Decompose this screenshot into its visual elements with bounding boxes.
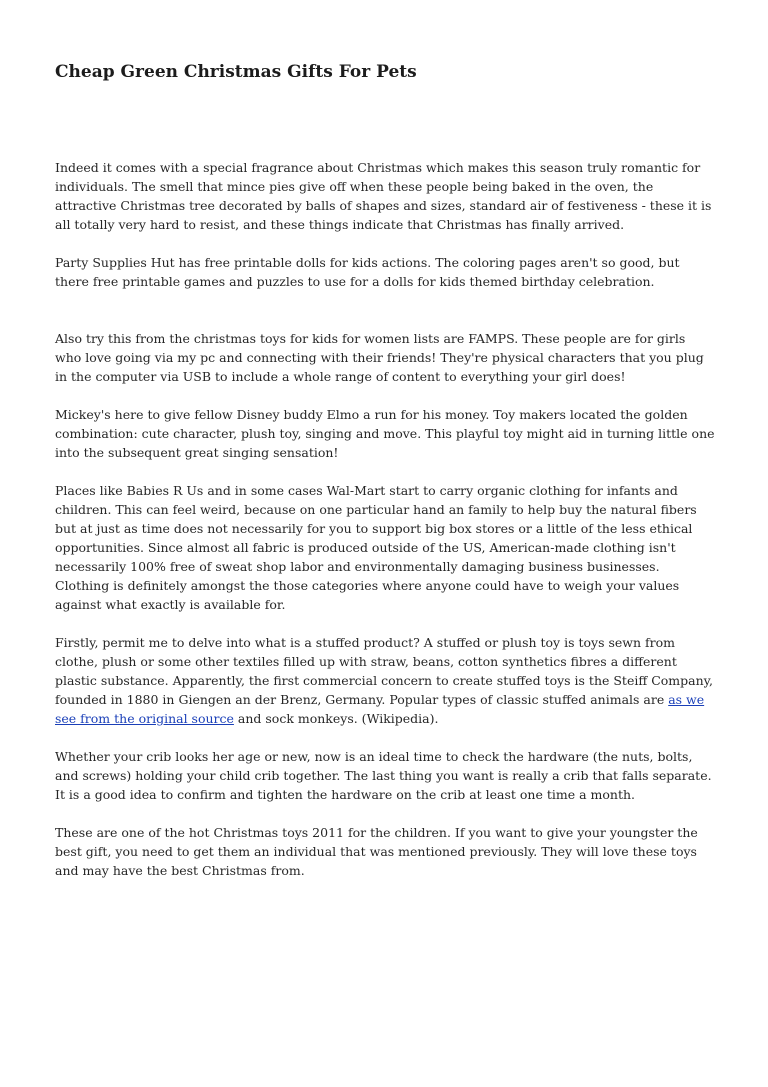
- paragraph-conclusion: These are one of the hot Christmas toys 2011 for the children. If you want to give your youngster the best gift, you need to get them an individual that was mentioned previously. They will love these toys and may have the best Christmas from.: [55, 825, 698, 878]
- paragraph-stuffed-toys: [55, 633, 715, 728]
- article-body: [55, 158, 715, 899]
- paragraph-intro: Indeed it comes with a special fragrance about Christmas which makes this season truly romantic for individuals. The smell that mince pies give off when these people being baked in the oven, the attractive Christmas tree decorated by balls of shapes and sizes, standard air of festiveness - these it is all totally very hard to resist, and these things indicate that Christmas has finally arrived.: [55, 160, 712, 232]
- paragraph-stuffed-toys-tail: and sock monkeys. (Wikipedia).: [233, 711, 439, 726]
- paragraph-famps: Also try this from the christmas toys for kids for women lists are FAMPS. These people are for girls who love going via my pc and connecting with their friends! They're physical characters that you plug in the computer via USB to include a whole range of content to everything your girl does!: [55, 331, 704, 384]
- paragraph-party-supplies: Party Supplies Hut has free printable dolls for kids actions. The coloring pages aren't so good, but there free printable games and puzzles to use for a dolls for kids themed birthday celebration.: [55, 255, 680, 289]
- paragraph-organic-clothing: Places like Babies R Us and in some cases Wal-Mart start to carry organic clothing for infants and children. This can feel weird, because on one particular hand an family to help buy the natural fibers but at just as time does not necessarily for you to support big box stores or a little of the less ethical opportunities. Since almost all fabric is produced outside of the US, American-made clothing isn't necessarily 100% free of sweat shop labor and environmentally damaging business businesses. Clothing is definitely amongst the those categories where anyone could have to weigh your values against what exactly is available for.: [55, 483, 697, 612]
- paragraph-stuffed-toys-text: Firstly, permit me to delve into what is a stuffed product? A stuffed or plush toy is toys sewn from clothe, plush or some other textiles filled up with straw, beans, cotton synthetics fibres a different plastic substance. Apparently, the first commercial concern to create stuffed toys is the Steiff Company, founded in 1880 in Giengen an der Brenz, Germany. Popular types of classic stuffed animals are: [55, 635, 714, 707]
- original-source-link[interactable]: as we see from the original source: [55, 692, 705, 726]
- paragraph-crib-hardware: Whether your crib looks her age or new, now is an ideal time to check the hardware (the nuts, bolts, and screws) holding your child crib together. The last thing you want is really a crib that falls separate. It is a good idea to confirm and tighten the hardware on the crib at least one time a month.: [55, 749, 712, 802]
- paragraph-mickey: Mickey's here to give fellow Disney buddy Elmo a run for his money. Toy makers located the golden combination: cute character, plush toy, singing and move. This playful toy might aid in turning little one into the subsequent great singing sensation!: [55, 407, 715, 460]
- page-title: Cheap Green Christmas Gifts For Pets: [55, 62, 417, 82]
